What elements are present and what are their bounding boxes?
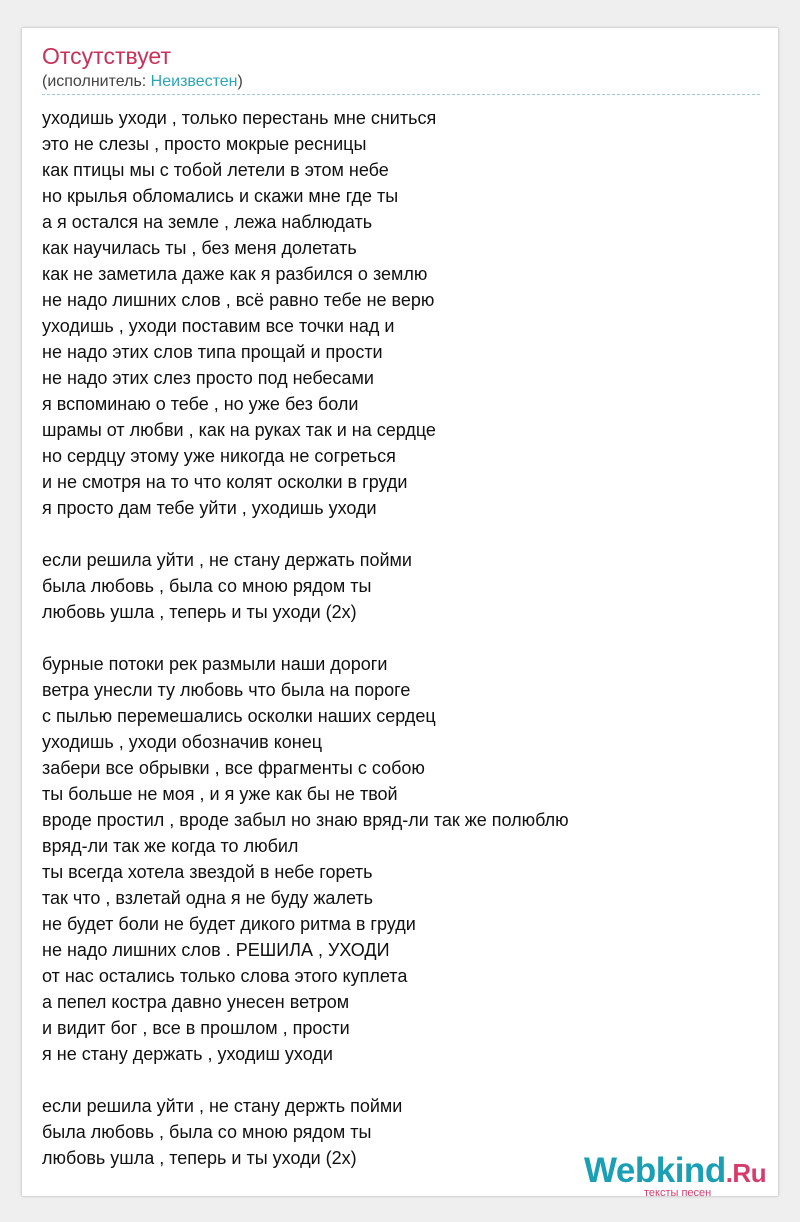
artist-suffix: ) (237, 73, 243, 90)
lyric-line: вроде простил , вроде забыл но знаю вряд-ли так же полюблю (42, 810, 569, 830)
lyric-line: ты больше не моя , и я уже как бы не твой (42, 784, 398, 804)
lyric-line: была любовь , была со мною рядом ты (42, 576, 372, 596)
song-title: Отсутствует (42, 43, 171, 69)
lyric-line: а пепел костра давно унесен ветром (42, 992, 350, 1012)
lyric-line: была любовь , была со мною рядом ты (42, 1122, 372, 1142)
lyric-line: уходишь , уходи обозначив конец (42, 732, 323, 752)
artist-line (42, 72, 243, 92)
stanza-gap (42, 1067, 762, 1093)
lyric-line: не будет боли не будет дикого ритма в груди (42, 914, 416, 934)
lyric-line: я просто дам тебе уйти , уходишь уходи (42, 498, 377, 518)
stanza-gap (42, 521, 762, 547)
lyric-line: а я остался на земле , лежа наблюдать (42, 212, 373, 232)
lyric-line: не надо лишних слов , всё равно тебе не верю (42, 290, 435, 310)
lyrics-text (42, 105, 762, 1171)
lyric-line: так что , взлетай одна я не буду жалеть (42, 888, 373, 908)
lyric-line: и видит бог , все в прошлом , прости (42, 1018, 350, 1038)
lyric-line: но крылья обломались и скажи мне где ты (42, 186, 399, 206)
lyric-line: если решила уйти , не стану держть пойми (42, 1096, 403, 1116)
lyric-line: от нас остались только слова этого куплета (42, 966, 408, 986)
lyric-line: ты всегда хотела звездой в небе гореть (42, 862, 373, 882)
stanza-gap (42, 625, 762, 651)
artist-prefix: (исполнитель: (42, 73, 151, 90)
lyric-line: не надо этих слов типа прощай и прости (42, 342, 383, 362)
lyric-line: забери все обрывки , все фрагменты с собою (42, 758, 425, 778)
lyric-line: любовь ушла , теперь и ты уходи (2х) (42, 1148, 357, 1168)
lyric-line: не надо лишних слов . РЕШИЛА , УХОДИ (42, 940, 390, 960)
lyric-line: но сердцу этому уже никогда не согреться (42, 446, 396, 466)
lyric-line: ветра унесли ту любовь что была на пороге (42, 680, 411, 700)
song-card (22, 28, 778, 1199)
lyric-line: вряд-ли так же когда то любил (42, 836, 299, 856)
logo-main-text: Webkind (584, 1151, 726, 1190)
logo-tagline: тексты песен (644, 1187, 712, 1199)
webkind-logo[interactable] (584, 1151, 774, 1201)
lyric-line: с пылью перемешались осколки наших сердец (42, 706, 436, 726)
lyric-line: и не смотря на то что колят осколки в груди (42, 472, 408, 492)
lyric-line: как научилась ты , без меня долетать (42, 238, 357, 258)
lyric-line: как не заметила даже как я разбился о землю (42, 264, 428, 284)
lyric-line: я вспоминаю о тебе , но уже без боли (42, 394, 359, 414)
lyric-line: уходишь уходи , только перестань мне сниться (42, 108, 437, 128)
lyric-line: уходишь , уходи поставим все точки над и (42, 316, 395, 336)
lyric-line: бурные потоки рек размыли наши дороги (42, 654, 388, 674)
header-divider (42, 94, 760, 95)
logo-tld: .Ru (725, 1158, 767, 1188)
lyric-line: любовь ушла , теперь и ты уходи (2х) (42, 602, 357, 622)
lyric-line: шрамы от любви , как на руках так и на сердце (42, 420, 436, 440)
lyric-line: если решила уйти , не стану держать пойми (42, 550, 412, 570)
lyric-line: я не стану держать , уходиш уходи (42, 1044, 333, 1064)
lyric-line: как птицы мы с тобой летели в этом небе (42, 160, 389, 180)
lyric-line: не надо этих слез просто под небесами (42, 368, 374, 388)
artist-link[interactable]: Неизвестен (150, 73, 238, 90)
lyric-line: это не слезы , просто мокрые ресницы (42, 134, 367, 154)
